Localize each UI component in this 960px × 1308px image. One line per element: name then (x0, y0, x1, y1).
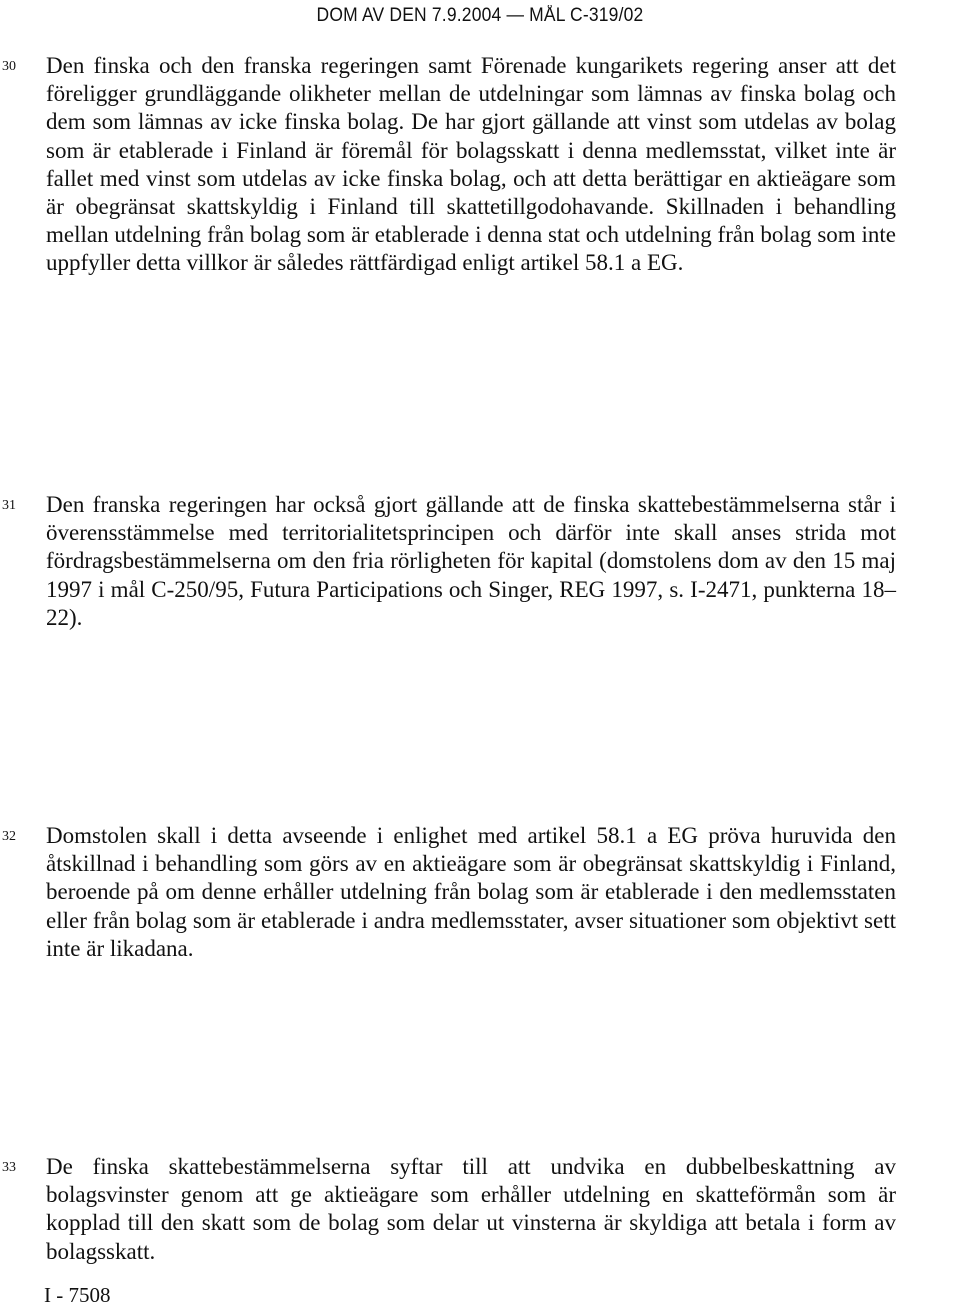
page-number: I - 7508 (44, 1283, 111, 1307)
paragraph-text: Domstolen skall i detta avseende i enlighet med artikel 58.1 a EG pröva huruvida den åtskillnad i behandling som görs av en aktieägare som är obegränsat skattskyldig i Finland, beroende på om denne erhåller utdelning från bolag som är etablerade i den medlemsstaten eller från bolag som är etablerade i andra medlemsstater, avser situationer som objektivt sett inte är likadana. (46, 823, 896, 961)
paragraph-text: Den finska och den franska regeringen samt Förenade kungarikets regering anser att det föreligger grundläggande olikheter mellan de utdelningar som lämnas av finska bolag och dem som lämnas av icke finska bolag. De har gjort gällande att vinst som utdelas av bolag som är etablerade i Finland är föremål för bolagsskatt i denna medlemsstat, vilket inte är fallet med vinst som utdelas av icke finska bolag, och att detta berättigar en aktieägare som är obegränsat skattskyldig i Finland till skattetillgodohavande. Skillnaden i behandling mellan utdelning från bolag som är etablerade i denna stat och utdelning från bolag som inte uppfyller detta villkor är således rättfärdigad enligt artikel 58.1 a EG. (46, 53, 896, 276)
paragraph-number: 32 (2, 829, 16, 844)
paragraph-number: 30 (2, 59, 16, 74)
paragraph-number: 31 (2, 498, 16, 513)
page-header: DOM AV DEN 7.9.2004 — MÅL C-319/02 (316, 5, 644, 26)
paragraph-text: De finska skattebestämmelserna syftar till att undvika en dubbelbeskattning av bolagsvinster genom att ge aktieägare som erhåller utdelning en skatteförmån som är kopplad till den skatt som de bolag som delar ut vinsterna är skyldiga att betala i form av bolagsskatt. (46, 1154, 896, 1264)
paragraph-number: 33 (2, 1160, 16, 1175)
paragraph-text: Den franska regeringen har också gjort gällande att de finska skattebestämmelserna står i överensstämmelse med territorialitetsprincipen och därför inte skall anses strida mot fördragsbestämmelserna om den fria rörligheten för kapital (domstolens dom av den 15 maj 1997 i mål C-250/95, Futura Participations och Singer, REG 1997, s. I-2471, punkterna 18–22). (46, 492, 896, 630)
